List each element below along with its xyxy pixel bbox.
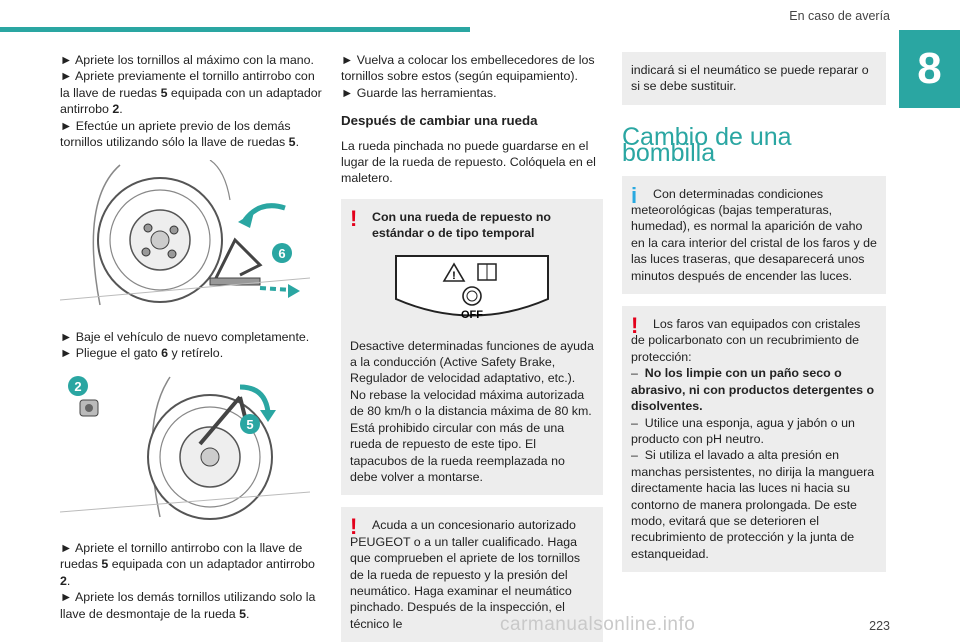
warning-item-2: – Utilice una esponja, agua y jabón o un producto con pH neutro. [631, 415, 855, 446]
section-heading: Después de cambiar una rueda [341, 113, 538, 129]
section-header: En caso de avería [789, 9, 890, 23]
warning-icon: ! [631, 313, 639, 339]
step-9: ► Guarde las herramientas. [341, 85, 603, 101]
step-3: ► Efectúe un apriete previo de los demás tornillos utilizando sólo la llave de ruedas 5. [60, 118, 326, 151]
label-2: 2 [74, 378, 82, 394]
jack-lowering-figure [60, 160, 310, 310]
top-accent-bar [0, 27, 470, 32]
section-title: Cambio de una bombilla [622, 122, 792, 168]
info-icon: i [631, 182, 638, 208]
step-8: ► Vuelva a colocar los embellecedores de los tornillos sobre estos (según equipamiento). [341, 52, 603, 85]
continued-box [622, 52, 886, 105]
intro-paragraph: La rueda pinchada no puede guardarse en el lugar de la rueda de repuesto. Colóquela en el maletero. [341, 138, 596, 186]
continued-text: indicará si el neumático se puede reparar o si se debe sustituir. [631, 63, 869, 94]
step-7: ► Apriete los demás tornillos utilizando solo la llave de desmontaje de la rueda 5. [60, 589, 326, 622]
warning-intro: Los faros van equipados con cristales de policarbonato con un recubrimiento de protección: [631, 317, 861, 364]
info-box-condensation [622, 176, 886, 294]
svg-text:!: ! [452, 269, 456, 282]
warning-box-headlamps [622, 306, 886, 572]
column-1 [60, 52, 326, 622]
step-1: ► Apriete los tornillos al máximo con la mano. [60, 52, 326, 68]
warning-item-1: – No los limpie con un paño seco o abrasivo, ni con productos detergentes o disolventes. [631, 366, 875, 414]
column-3 [622, 52, 886, 572]
column-2 [341, 52, 603, 642]
warning-text: Desactive determinadas funciones de ayuda a la conducción (Active Safety Brake, Regulador de velocidad adaptativo, etc.). No rebase la velocidad máxima autorizada de 80 km/h o la distancia máxima de 80 km. Está prohibido circular con más de una rueda de repuesto de este tipo. El tapacubos de la rueda reemplazada no debe volver a montarse. [350, 338, 594, 484]
warning-text: Acuda a un concesionario autorizado PEUGEOT o a un taller cualificado. Haga que comprueben el apriete de los tornillos de la rueda de repuesto y la presión del neumático. Haga examinar el neumático pinchado. Después de la inspección, el técnico le [350, 518, 581, 631]
label-5: 5 [246, 416, 254, 432]
step-6: ► Apriete el tornillo antirrobo con la llave de ruedas 5 equipada con un adaptador antirrobo 2. [60, 540, 326, 589]
warning-title: Con una rueda de repuesto no estándar o de tipo temporal [372, 209, 551, 241]
page-number: 223 [869, 619, 890, 633]
off-label: OFF [461, 308, 483, 321]
step-2: ► Apriete previamente el tornillo antirrobo con la llave de ruedas 5 equipada con un adaptador antirrobo 2. [60, 68, 326, 117]
warning-item-3: – Si utiliza el lavado a alta presión en manchas persistentes, no dirija la manguera directamente hacia las luces ni hacia su contorno de manera prolongada. De este modo, evitará que se deterioren el recubrimiento de protección y la junta de estanqueidad. [631, 448, 875, 561]
step-4: ► Baje el vehículo de nuevo completamente. [60, 329, 326, 345]
label-6: 6 [278, 246, 286, 262]
active-safety-brake-off-sign [392, 254, 552, 324]
wrench-tightening-figure [60, 372, 310, 522]
warning-icon: ! [350, 205, 358, 231]
watermark: carmanualsonline.info [500, 614, 696, 635]
warning-box-spare-wheel [341, 199, 603, 495]
chapter-badge: 8 [899, 30, 960, 108]
info-text: Con determinadas condiciones meteorológicas (bajas temperaturas, humedad), es normal la aparición de vaho en la cara interior del cristal de los faros y de las luces traseras, que desaparecerá unos minutos después de encender las luces. [631, 186, 877, 283]
warning-icon: ! [350, 514, 358, 540]
step-5: ► Pliegue el gato 6 y retírelo. [60, 345, 326, 361]
